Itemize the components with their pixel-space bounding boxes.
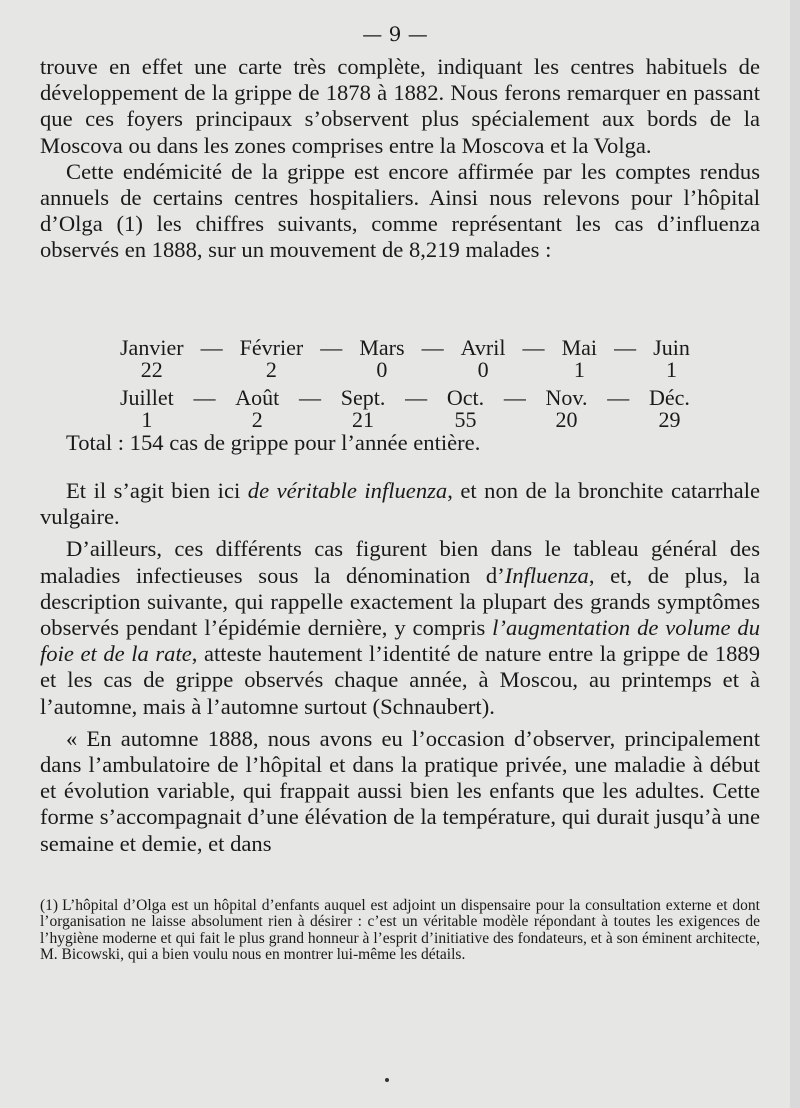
month-cell xyxy=(461,337,506,381)
dash: — xyxy=(614,335,637,360)
month-cell xyxy=(341,387,386,431)
dash: — xyxy=(200,335,223,360)
month-value: 1 xyxy=(573,357,585,382)
monthly-cases-table xyxy=(120,337,690,431)
month-name: Sept. xyxy=(340,385,386,410)
month-name: Juillet xyxy=(120,385,174,410)
month-value: 2 xyxy=(251,407,263,432)
dash: — xyxy=(421,335,444,360)
month-name: Août xyxy=(235,385,280,410)
footnote-marker: (1) xyxy=(40,897,59,914)
total-line: Total : 154 cas de grippe pour l’année entière. xyxy=(66,430,481,455)
month-cell xyxy=(649,387,690,431)
month-cell xyxy=(447,387,484,431)
dash: — xyxy=(193,385,216,410)
month-cell xyxy=(546,387,588,431)
dash: — xyxy=(298,385,321,410)
text-run: , et, de plus, la description suivante, qui rappelle exactement la plupart des grands symptômes observés pendant l’épidémie dernière, y compris xyxy=(40,562,760,641)
body-text-top xyxy=(40,54,760,264)
month-cell xyxy=(359,337,404,381)
month-name: Mars xyxy=(359,335,405,360)
paragraph-2: Cette endémicité de la grippe est encore affirmée par les comptes rendus annuels de certains centres hospitaliers. Ainsi nous relevons pour l’hôpital d’Olga (1) les chiffres suivants, comme représentant les cas d’influenza observés en 1888, sur un mouvement de 8,219 malades : xyxy=(40,158,760,263)
italic-run: l’augmentation de volume du foie et de la rate xyxy=(40,615,760,667)
months-row-1 xyxy=(120,337,690,381)
bottom-dot xyxy=(385,1078,389,1082)
dash: — xyxy=(522,335,545,360)
italic-run: Influenza xyxy=(504,562,589,588)
text-run: , et non de la bronchite catarrhale vulgaire. xyxy=(40,478,760,530)
month-value: 29 xyxy=(658,407,681,432)
month-value: 22 xyxy=(140,357,163,382)
month-value: 1 xyxy=(141,407,153,432)
month-name: Mai xyxy=(561,335,598,360)
month-cell xyxy=(235,387,279,431)
month-value: 21 xyxy=(352,407,375,432)
month-cell xyxy=(240,337,304,381)
page-number: — 9 — xyxy=(362,22,428,46)
month-name: Oct. xyxy=(446,385,485,410)
footnote-text: L’hôpital d’Olga est un hôpital d’enfants auquel est adjoint un dispensaire pour la consultation externe et dont l’organisation ne laisse absolument rien à désirer : c’est un véritable modèle répondant à toutes les exigences de l’hygiène moderne et qui fait le plus grand honneur à l’esprit d’initiative des fondateurs, et à son éminent architecte, M. Bicowski, qui a bien voulu nous en montrer lui-même les détails. xyxy=(40,897,760,964)
month-value: 0 xyxy=(376,357,388,382)
month-cell xyxy=(653,337,690,381)
month-name: Février xyxy=(239,335,304,360)
month-name: Déc. xyxy=(648,385,690,410)
text-run: , atteste hautement l’identité de nature entre la grippe de 1889 et les cas de grippe observés chaque année, à Moscou, au printemps et à l’automne, mais à l’automne surtout (Schnaubert). xyxy=(40,641,760,719)
italic-run: de véritable influenza xyxy=(247,478,448,503)
text-run: D’ailleurs, ces différents cas figurent bien dans le tableau général des maladies infectieuses sous la dénomination d’ xyxy=(40,536,760,588)
month-value: 1 xyxy=(666,357,678,382)
dash: — xyxy=(607,385,630,410)
body-text-bottom xyxy=(40,478,760,863)
month-cell xyxy=(562,337,597,381)
month-value: 20 xyxy=(555,407,578,432)
month-cell xyxy=(120,337,184,381)
month-cell xyxy=(120,387,174,431)
footnote xyxy=(40,898,760,964)
paragraph-5: « En automne 1888, nous avons eu l’occasion d’observer, principalement dans l’ambulatoire de l’hôpital et dans la pratique privée, une maladie à début et évolution variable, qui frappait aussi bien les enfants que les adultes. Cette forme s’accompagnait d’une élévation de la température, qui durait jusqu’à une semaine et demie, et dans xyxy=(40,725,760,856)
dash: — xyxy=(503,385,526,410)
month-name: Juin xyxy=(653,335,690,360)
month-name: Nov. xyxy=(545,385,588,410)
month-value: 2 xyxy=(265,357,277,382)
text-run: Et il s’agit bien ici xyxy=(66,478,248,503)
dash: — xyxy=(320,335,343,360)
month-value: 55 xyxy=(454,407,477,432)
month-name: Avril xyxy=(460,335,506,360)
paragraph-3 xyxy=(40,478,760,530)
months-row-2 xyxy=(120,387,690,431)
month-name: Janvier xyxy=(120,335,184,360)
paragraph-4 xyxy=(40,536,760,719)
paragraph-1: trouve en effet une carte très complète, indiquant les centres habituels de développement de la grippe de 1878 à 1882. Nous ferons remarquer en passant que ces foyers principaux s’observent plus spécialement aux bords de la Moscova ou dans les zones comprises entre la Moscova et la Volga. xyxy=(40,54,760,158)
dash: — xyxy=(405,385,428,410)
month-value: 0 xyxy=(477,357,489,382)
